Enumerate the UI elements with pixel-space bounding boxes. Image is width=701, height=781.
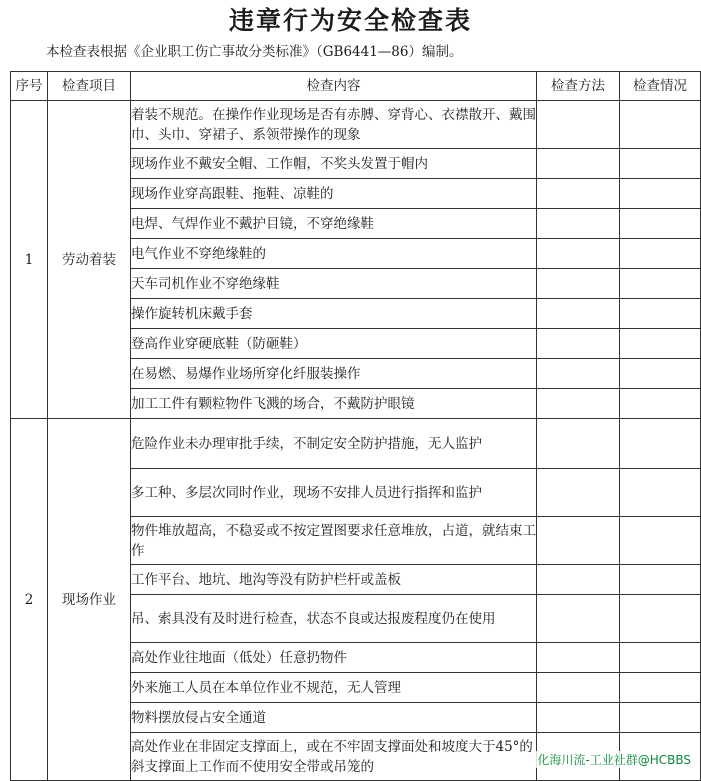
header-item: 检查项目 (48, 72, 131, 101)
check-method-cell[interactable] (537, 101, 620, 149)
check-content-cell: 电焊、气焊作业不戴护目镜，不穿绝缘鞋 (131, 209, 537, 239)
check-method-cell[interactable] (537, 595, 620, 643)
check-method-cell[interactable] (537, 329, 620, 359)
check-content-cell: 现场作业不戴安全帽、工作帽，不奖头发置于帽内 (131, 149, 537, 179)
check-content-cell: 电气作业不穿绝缘鞋的 (131, 239, 537, 269)
check-content-cell: 登高作业穿硬底鞋（防砸鞋） (131, 329, 537, 359)
table-header-row (11, 72, 701, 101)
check-method-cell[interactable] (537, 299, 620, 329)
section-item: 现场作业 (48, 419, 131, 781)
table-row (11, 101, 701, 149)
check-content-cell: 吊、索具没有及时进行检查，状态不良或达报废程度仍在使用 (131, 595, 537, 643)
check-method-cell[interactable] (537, 419, 620, 469)
check-status-cell[interactable] (620, 703, 701, 733)
check-status-cell[interactable] (620, 149, 701, 179)
check-status-cell[interactable] (620, 565, 701, 595)
check-method-cell[interactable] (537, 517, 620, 565)
check-status-cell[interactable] (620, 517, 701, 565)
check-status-cell[interactable] (620, 389, 701, 419)
check-status-cell[interactable] (620, 359, 701, 389)
check-content-cell: 物件堆放超高，不稳妥或不按定置图要求任意堆放，占道，就结束工作 (131, 517, 537, 565)
check-method-cell[interactable] (537, 359, 620, 389)
header-method: 检查方法 (537, 72, 620, 101)
check-method-cell[interactable] (537, 469, 620, 517)
header-content: 检查内容 (131, 72, 537, 101)
header-no: 序号 (11, 72, 48, 101)
check-status-cell[interactable] (620, 269, 701, 299)
check-method-cell[interactable] (537, 269, 620, 299)
section-number: 1 (11, 101, 48, 419)
check-content-cell: 加工工件有颗粒物件飞溅的场合，不戴防护眼镜 (131, 389, 537, 419)
check-status-cell[interactable] (620, 469, 701, 517)
page-title: 违章行为安全检查表 (228, 6, 472, 35)
check-method-cell[interactable] (537, 149, 620, 179)
check-content-cell: 物料摆放侵占安全通道 (131, 703, 537, 733)
check-content-cell: 多工种、多层次同时作业，现场不安排人员进行指挥和监护 (131, 469, 537, 517)
check-content-cell: 高处作业往地面（低处）任意扔物件 (131, 643, 537, 673)
check-method-cell[interactable] (537, 565, 620, 595)
check-method-cell[interactable] (537, 703, 620, 733)
check-method-cell[interactable] (537, 673, 620, 703)
inspection-table (10, 71, 701, 781)
document-subtitle: 本检查表根据《企业职工伤亡事故分类标准》（GB6441—86）编制。 (46, 44, 463, 60)
check-content-cell: 现场作业穿高跟鞋、拖鞋、凉鞋的 (131, 179, 537, 209)
check-status-cell[interactable] (620, 419, 701, 469)
check-status-cell[interactable] (620, 209, 701, 239)
section-item: 劳动着装 (48, 101, 131, 419)
check-status-cell[interactable] (620, 595, 701, 643)
check-content-cell: 着装不规范。在操作作业现场是否有赤膊、穿背心、衣襟散开、戴围巾、头巾、穿裙子、系领带操作的现象 (131, 101, 537, 149)
check-method-cell[interactable] (537, 389, 620, 419)
check-method-cell[interactable] (537, 643, 620, 673)
check-method-cell[interactable] (537, 239, 620, 269)
check-status-cell[interactable] (620, 299, 701, 329)
check-content-cell: 操作旋转机床戴手套 (131, 299, 537, 329)
check-status-cell[interactable] (620, 329, 701, 359)
check-content-cell: 在易燃、易爆作业场所穿化纤服装操作 (131, 359, 537, 389)
check-content-cell: 工作平台、地坑、地沟等没有防护栏杆或盖板 (131, 565, 537, 595)
check-content-cell: 外来施工人员在本单位作业不规范，无人管理 (131, 673, 537, 703)
header-status: 检查情况 (620, 72, 701, 101)
check-status-cell[interactable] (620, 239, 701, 269)
check-method-cell[interactable] (537, 179, 620, 209)
check-content-cell: 高处作业在非固定支撑面上，或在不牢固支撑面处和坡度大于45°的斜支撑面上工作而不使用安全带或吊笼的 (131, 733, 537, 781)
section-number: 2 (11, 419, 48, 781)
table-row (11, 419, 701, 469)
table-body (11, 101, 701, 781)
check-content-cell: 天车司机作业不穿绝缘鞋 (131, 269, 537, 299)
check-status-cell[interactable] (620, 179, 701, 209)
check-status-cell[interactable] (620, 673, 701, 703)
watermark: 化海川流-工业社群@HCBBS (537, 753, 691, 767)
check-status-cell[interactable] (620, 101, 701, 149)
check-content-cell: 危险作业未办理审批手续，不制定安全防护措施，无人监护 (131, 419, 537, 469)
check-method-cell[interactable] (537, 209, 620, 239)
check-status-cell[interactable] (620, 643, 701, 673)
